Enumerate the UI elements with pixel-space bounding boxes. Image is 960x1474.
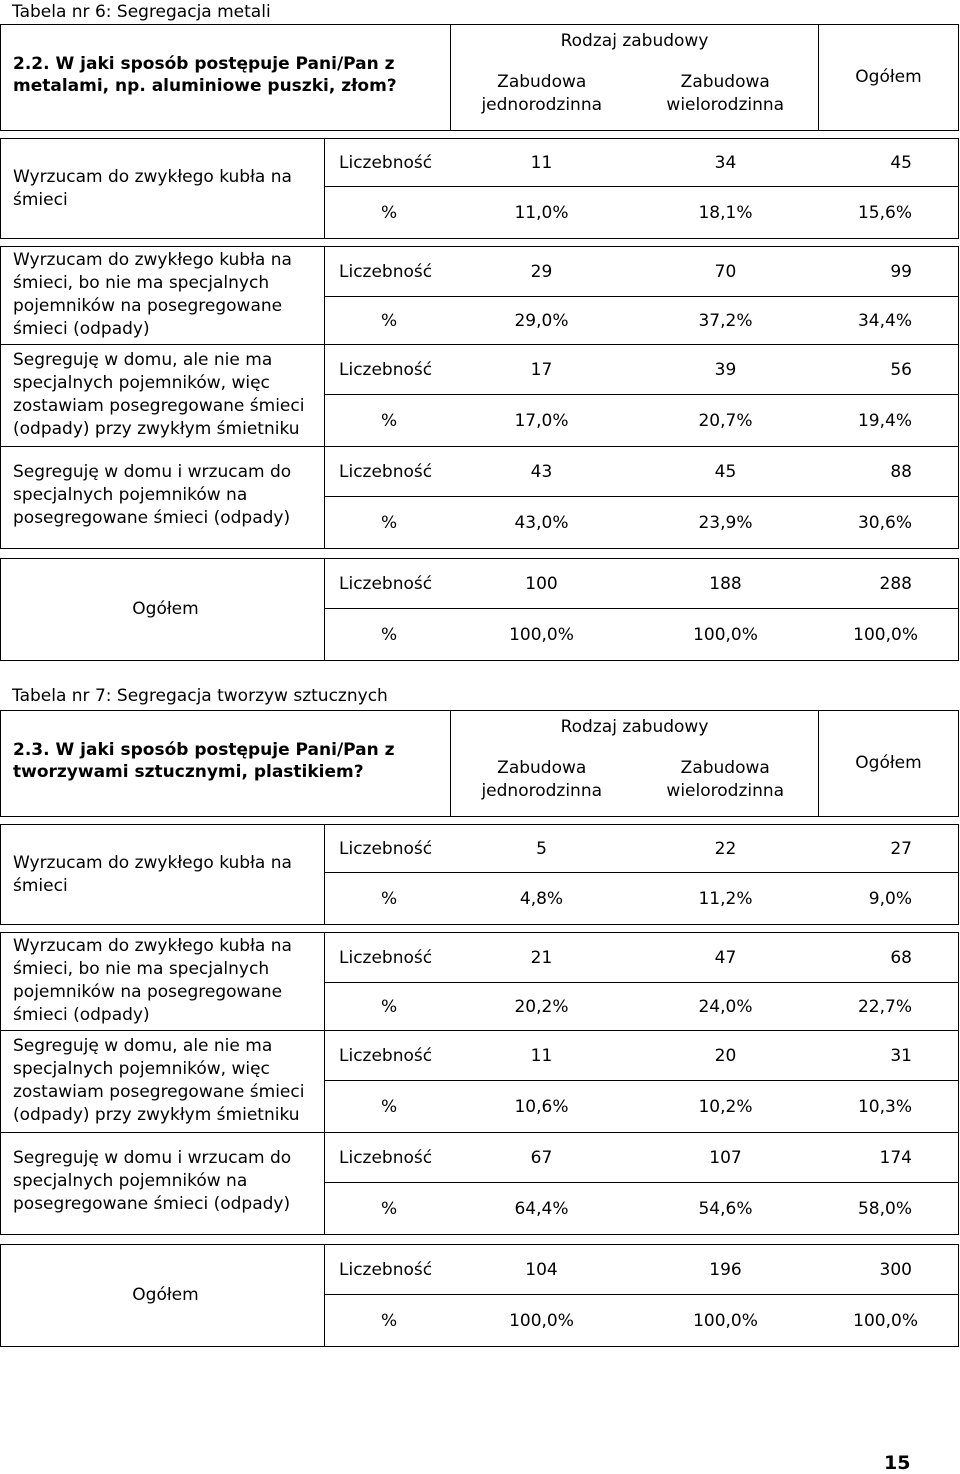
answer-label: Wyrzucam do zwykłego kubła na śmieci: [1, 139, 325, 239]
table-cell: 88: [819, 447, 959, 497]
table-cell: 99: [819, 247, 959, 297]
table-cell: 20,2%: [451, 983, 633, 1031]
stat-label-count: Liczebność: [325, 1031, 451, 1081]
stat-label-pct: %: [325, 297, 451, 345]
stat-label-pct: %: [325, 497, 451, 549]
table-cell: 56: [819, 345, 959, 395]
table-cell: 23,9%: [633, 497, 819, 549]
answer-label: Segreguję w domu, ale nie ma specjalnych pojemników, więc zostawiam posegregowane śmieci (odpady) przy zwykłym śmietniku: [1, 1031, 325, 1133]
table-cell: 67: [451, 1133, 633, 1183]
table-cell: 107: [633, 1133, 819, 1183]
table-cell: 45: [633, 447, 819, 497]
question-text: 2.3. W jaki sposób postępuje Pani/Pan z tworzywami sztucznymi, plastikiem?: [13, 740, 395, 782]
answer-label: Wyrzucam do zwykłego kubła na śmieci, bo nie ma specjalnych pojemników na posegregowane śmieci (odpady): [1, 933, 325, 1031]
stat-label-count: Liczebność: [325, 447, 451, 497]
table-cell: 19,4%: [819, 395, 959, 447]
table-cell: 100,0%: [633, 1295, 819, 1347]
stat-label-pct: %: [325, 187, 451, 239]
answer-label: Segreguję w domu i wrzucam do specjalnych pojemników na posegregowane śmieci (odpady): [1, 447, 325, 549]
column-header-single-family: Zabudowa jednorodzinna: [451, 59, 633, 131]
table-cell: 31: [819, 1031, 959, 1081]
table-cell: 29: [451, 247, 633, 297]
answer-label: Segreguję w domu i wrzucam do specjalnych pojemników na posegregowane śmieci (odpady): [1, 1133, 325, 1235]
table-cell: 17: [451, 345, 633, 395]
table-caption: Tabela nr 6: Segregacja metali: [12, 2, 271, 22]
table-cell: 100: [451, 559, 633, 609]
table-cell: 29,0%: [451, 297, 633, 345]
table-cell: 288: [819, 559, 959, 609]
stat-label-count: Liczebność: [325, 345, 451, 395]
table-cell: 10,2%: [633, 1081, 819, 1133]
answer-label: Wyrzucam do zwykłego kubła na śmieci: [1, 825, 325, 925]
table-cell: 21: [451, 933, 633, 983]
table-cell: 64,4%: [451, 1183, 633, 1235]
crosstab-table-plastics: [0, 710, 959, 1347]
table-cell: 15,6%: [819, 187, 959, 239]
table-cell: 27: [819, 825, 959, 873]
table-caption: Tabela nr 7: Segregacja tworzyw sztucznych: [12, 686, 388, 706]
table-cell: 70: [633, 247, 819, 297]
total-label: Ogółem: [1, 559, 325, 661]
table-cell: 100,0%: [451, 1295, 633, 1347]
group-header: Rodzaj zabudowy: [451, 25, 819, 59]
table-cell: 104: [451, 1245, 633, 1295]
stat-label-pct: %: [325, 983, 451, 1031]
table-cell: 11: [451, 1031, 633, 1081]
stat-label-count: Liczebność: [325, 933, 451, 983]
question-text: 2.2. W jaki sposób postępuje Pani/Pan z metalami, np. aluminiowe puszki, złom?: [13, 54, 397, 96]
stat-label-pct: %: [325, 1081, 451, 1133]
stat-label-pct: %: [325, 395, 451, 447]
table-cell: 196: [633, 1245, 819, 1295]
table-cell: 58,0%: [819, 1183, 959, 1235]
table-cell: 24,0%: [633, 983, 819, 1031]
table-cell: 30,6%: [819, 497, 959, 549]
table-cell: 11: [451, 139, 633, 187]
table-cell: 39: [633, 345, 819, 395]
table-cell: 34: [633, 139, 819, 187]
table-cell: 174: [819, 1133, 959, 1183]
column-header-multi-family: Zabudowa wielorodzinna: [633, 745, 819, 817]
table-cell: 22: [633, 825, 819, 873]
table-cell: 22,7%: [819, 983, 959, 1031]
table-cell: 18,1%: [633, 187, 819, 239]
stat-label-pct: %: [325, 873, 451, 925]
table-cell: 9,0%: [819, 873, 959, 925]
table-cell: 4,8%: [451, 873, 633, 925]
crosstab-table-metals: [0, 24, 959, 661]
stat-label-pct: %: [325, 609, 451, 661]
stat-label-count: Liczebność: [325, 1245, 451, 1295]
stat-label-count: Liczebność: [325, 1133, 451, 1183]
page-number: 15: [884, 1452, 911, 1474]
table-cell: 34,4%: [819, 297, 959, 345]
table-cell: 10,6%: [451, 1081, 633, 1133]
column-header-multi-family: Zabudowa wielorodzinna: [633, 59, 819, 131]
table-cell: 5: [451, 825, 633, 873]
table-cell: 100,0%: [819, 1295, 959, 1347]
table-cell: 37,2%: [633, 297, 819, 345]
table-cell: 100,0%: [451, 609, 633, 661]
table-cell: 300: [819, 1245, 959, 1295]
table-cell: 10,3%: [819, 1081, 959, 1133]
table-cell: 11,2%: [633, 873, 819, 925]
table-cell: 43,0%: [451, 497, 633, 549]
table-cell: 100,0%: [633, 609, 819, 661]
answer-label: Wyrzucam do zwykłego kubła na śmieci, bo nie ma specjalnych pojemników na posegregowane śmieci (odpady): [1, 247, 325, 345]
table-cell: 20: [633, 1031, 819, 1081]
table-cell: 11,0%: [451, 187, 633, 239]
table-cell: 43: [451, 447, 633, 497]
stat-label-count: Liczebność: [325, 139, 451, 187]
table-cell: 20,7%: [633, 395, 819, 447]
table-cell: 45: [819, 139, 959, 187]
total-label: Ogółem: [1, 1245, 325, 1347]
column-header-total: Ogółem: [819, 25, 959, 131]
stat-label-count: Liczebność: [325, 247, 451, 297]
table-cell: 68: [819, 933, 959, 983]
group-header: Rodzaj zabudowy: [451, 711, 819, 745]
table-cell: 17,0%: [451, 395, 633, 447]
stat-label-count: Liczebność: [325, 825, 451, 873]
table-cell: 54,6%: [633, 1183, 819, 1235]
stat-label-pct: %: [325, 1295, 451, 1347]
table-cell: 47: [633, 933, 819, 983]
table-cell: 100,0%: [819, 609, 959, 661]
column-header-total: Ogółem: [819, 711, 959, 817]
answer-label: Segreguję w domu, ale nie ma specjalnych pojemników, więc zostawiam posegregowane śmieci (odpady) przy zwykłym śmietniku: [1, 345, 325, 447]
column-header-single-family: Zabudowa jednorodzinna: [451, 745, 633, 817]
stat-label-count: Liczebność: [325, 559, 451, 609]
stat-label-pct: %: [325, 1183, 451, 1235]
table-cell: 188: [633, 559, 819, 609]
